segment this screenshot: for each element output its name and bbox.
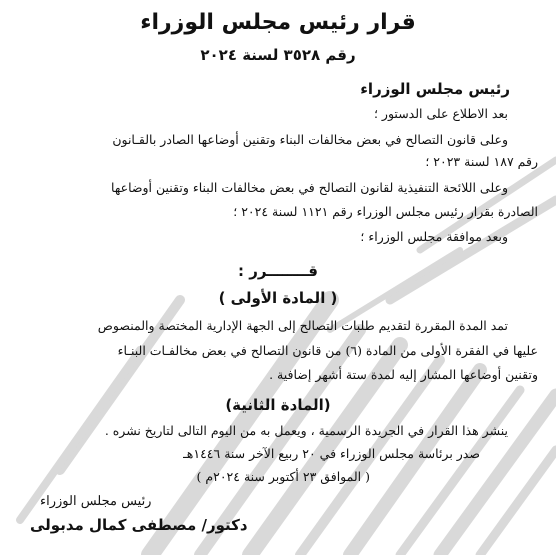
preamble-line-2: وعلى قانون التصالح في بعض مخالفات البناء وتقنين أوضاعها الصادر بالقـانون (112, 132, 508, 147)
issuer-heading: رئيس مجلس الوزراء (360, 80, 510, 98)
article-1-heading: ( المادة الأولى ) (218, 289, 338, 307)
signatory-name: دكتور/ مصطفى كمال مدبولى (30, 516, 248, 534)
article-1-line-1: تمد المدة المقررة لتقديم طلبات التصالح إلى الجهة الإدارية المختصة والمنصوص (97, 318, 508, 333)
preamble-line-1: بعد الاطلاع على الدستور ؛ (373, 106, 508, 121)
preamble-line-4: وعلى اللائحة التنفيذية لقانون التصالح في بعض مخالفات البناء وتقنين أوضاعها (111, 180, 508, 195)
signatory-title: رئيس مجلس الوزراء (40, 494, 152, 509)
issued-date-gregorian: ( الموافق ٢٣ أكتوبر سنة ٢٠٢٤م ) (196, 469, 370, 484)
article-1-line-3: وتقنين أوضاعها المشار إليه لمدة ستة أشهر إضافية . (269, 367, 538, 382)
preamble-line-6: وبعد موافقة مجلس الوزراء ؛ (360, 229, 508, 244)
article-1-line-2: عليها في الفقرة الأولى من المادة (٦) من قانون التصالح في بعض مخالفـات البنـاء (117, 343, 538, 358)
decree-title: قرار رئيس مجلس الوزراء (140, 10, 416, 35)
decree-number: رقم ٣٥٢٨ لسنة ٢٠٢٤ (200, 46, 356, 64)
article-2-line-1: ينشر هذا القرار في الجريدة الرسمية ، ويعمل به من اليوم التالى لتاريخ نشره . (104, 423, 508, 438)
preamble-line-5: الصادرة بقرار رئيس مجلس الوزراء رقم ١١٢١ لسنة ٢٠٢٤ ؛ (233, 204, 538, 219)
article-2-heading: (المادة الثانية) (225, 396, 331, 414)
preamble-line-3: رقم ١٨٧ لسنة ٢٠٢٣ ؛ (425, 154, 538, 169)
decision-word: قــــــــرر : (237, 262, 319, 280)
issued-date-hijri: صدر برئاسة مجلس الوزراء في ٢٠ ربيع الآخر سنة ١٤٤٦هـ (183, 446, 480, 461)
